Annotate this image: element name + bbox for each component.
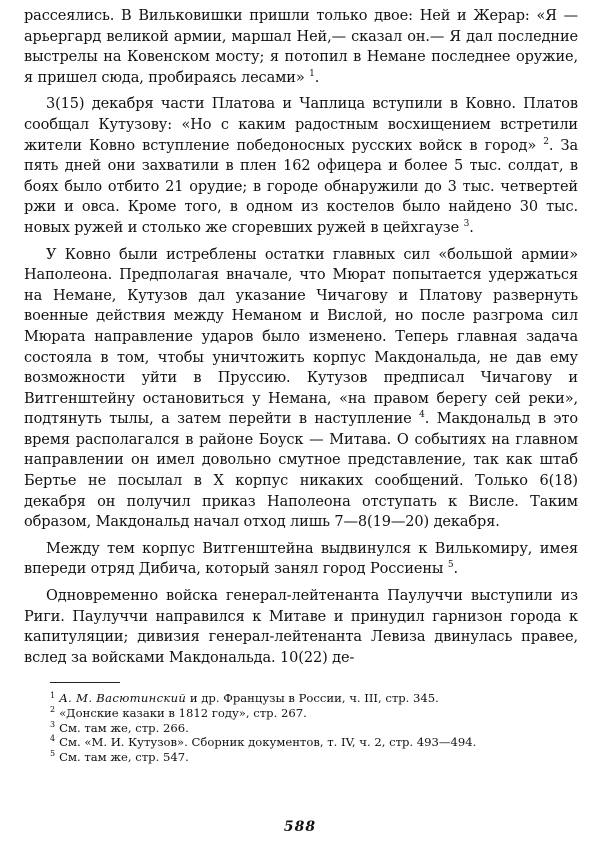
footnote-ref[interactable]: 3 xyxy=(463,219,470,230)
paragraph-text: . xyxy=(469,219,474,236)
footnote-ref[interactable]: 1 xyxy=(309,68,315,79)
footnotes xyxy=(24,691,578,764)
paragraph-text: . Макдональд в это время располагался в районе Боуск — Митава. О событиях на главном направлении он имел довольно смутное представление, так как штаб Бертье не посылал в X корпус никаких сообщений. Только 6(18) декабря он получил приказ Наполеона отступать к Висле. Таким образом, Макдональд начал отход лишь 7—8(19—20) декабря. xyxy=(24,411,578,531)
footnote xyxy=(50,735,578,750)
page-number: 588 xyxy=(283,819,317,835)
footnote xyxy=(50,721,578,736)
footnote-text: См. там же, стр. 266. xyxy=(59,720,189,735)
paragraph-text: . xyxy=(453,561,459,578)
footnote-ref[interactable]: 4 xyxy=(419,410,425,421)
paragraph xyxy=(24,6,578,88)
footnote-text: См. «М. И. Кутузов». Сборник документов, т. IV, ч. 2, стр. 493—494. xyxy=(59,735,477,750)
main-text xyxy=(24,0,578,668)
paragraph xyxy=(24,586,578,668)
footnote xyxy=(50,750,578,765)
footnote-mark: 4 xyxy=(50,734,56,744)
paragraph-text: . xyxy=(314,69,320,86)
footnote-mark: 2 xyxy=(50,705,56,715)
footnote-text: См. там же, стр. 547. xyxy=(59,749,189,764)
footnote-mark: 5 xyxy=(50,748,56,758)
footnote-mark: 1 xyxy=(50,690,56,700)
footnote-author: А. М. Васютинский xyxy=(59,691,187,706)
footnote-mark: 3 xyxy=(50,719,56,729)
paragraph xyxy=(24,245,578,533)
paragraph-text: рассеялись. В Вильковишки пришли только двое: Ней и Жерар: «Я — арьергард великой армии, маршал Ней,— сказал он.— Я дал последние выстрелы на Ковенском мосту; я потопил в Немане последнее оружие, я пришел сюда, пробираясь лесами» xyxy=(24,8,578,86)
paragraph-text: . За пять дней они захватили в плен 162 офицера и более 5 тыс. солдат, в боях было отбито 21 орудие; в городе обнаружили до 3 тыс. четвертей ржи и овса. Кроме того, в одном из костелов было найдено 30 тыс. новых ружей и столько же сгоревших ружей в цейхгаузе xyxy=(24,137,578,236)
footnote xyxy=(50,706,578,721)
paragraph-text: Между тем корпус Витгенштейна выдвинулся к Вилькомиру, имея впереди отряд Дибича, который занял город Россиены xyxy=(24,540,578,578)
footnote-divider xyxy=(50,682,120,683)
paragraph-text: У Ковно были истреблены остатки главных сил «большой армии» Наполеона. Предполагая вначале, что Мюрат попытается удержаться на Немане, Кутузов дал указание Чичагову и Платову развернуть военные действия между Неманом и Вислой, но после разгрома сил Мюрата направление ударов было изменено. Теперь главная задача состояла в том, чтобы уничтожить корпус Макдональда, не дав ему возможности уйти в Пруссию. Кутузов предписал Чичагову и Витгенштейну остановиться у Немана, «на правом берегу сей реки», подтянуть тылы, а затем перейти в наступление xyxy=(24,246,578,428)
paragraph-text: 3(15) декабря части Платова и Чаплица вступили в Ковно. Платов сообщал Кутузову: «Но с каким радостным восхищением встретили жители Ковно вступление победоносных русских войск в город» xyxy=(24,96,578,154)
footnote-text: и др. Французы в России, ч. III, стр. 345. xyxy=(186,691,439,706)
paragraph xyxy=(24,539,578,580)
paragraph-text: Одновременно войска генерал-лейтенанта Паулуччи выступили из Риги. Паулуччи направился к Митаве и принудил гарнизон города к капитуляции; дивизия генерал-лейтенанта Левиза двинулась правее, вслед за войсками Макдональда. 10(22) де- xyxy=(24,588,578,666)
footnote-ref[interactable]: 2 xyxy=(543,136,549,147)
paragraph xyxy=(24,94,578,238)
footnote-ref[interactable]: 5 xyxy=(447,560,454,571)
footnote xyxy=(50,691,578,706)
footnote-text: «Донские казаки в 1812 году», стр. 267. xyxy=(59,706,307,720)
